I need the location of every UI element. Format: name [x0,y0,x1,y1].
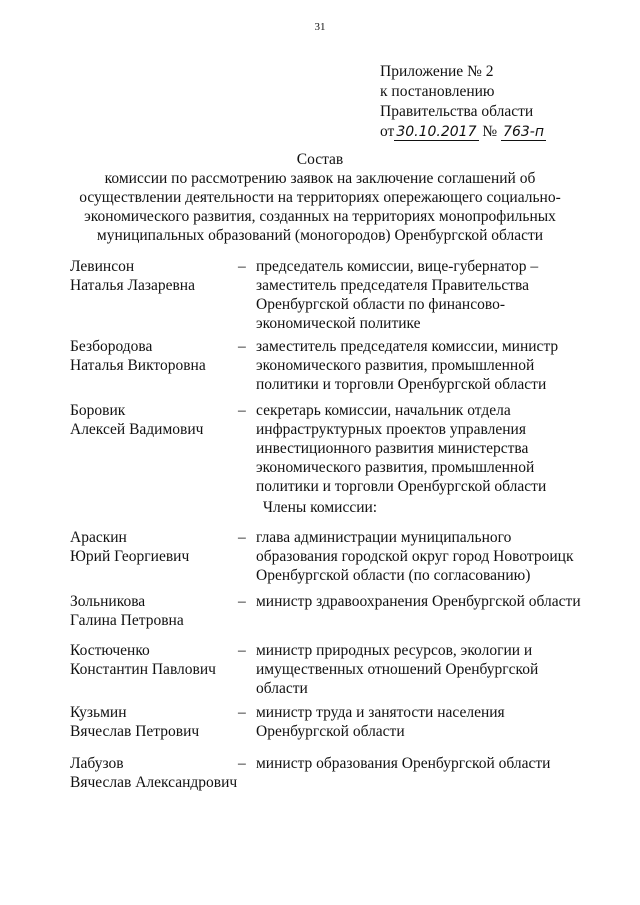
member-role [256,592,581,611]
dash-separator: – [238,402,246,419]
role-line: Оренбургской области (по согласованию) [256,567,531,584]
role-line: экономического развития, промышленной [256,459,535,476]
role-line: секретарь комиссии, начальник отдела [256,402,511,419]
member-given-name: Юрий Георгиевич [70,548,190,565]
role-line: заместитель председателя Правительства [256,277,530,294]
member-name [70,592,238,630]
member-role [256,754,566,773]
page-number: 31 [314,21,326,33]
appendix-line-3: Правительства области [380,103,534,120]
role-line: Оренбургской области [256,723,405,740]
member-name [70,641,238,679]
role-line: инфраструктурных проектов управления [256,421,526,438]
dash-separator: – [238,755,246,772]
document-title [0,150,640,245]
title-line: осуществлении деятельности на территориях опережающего социально- [79,189,561,206]
title-line: комиссии по рассмотрению заявок на заключение соглашений об [104,170,536,187]
appendix-block [380,62,546,142]
date-prefix: от [380,123,395,140]
member-role [256,528,574,585]
role-line: имущественных отношений Оренбургской [256,661,539,678]
role-line: министр труда и занятости населения [256,704,505,721]
member-role [256,641,566,698]
member-surname: Костюченко [70,642,150,659]
title-line: муниципальных образований (моногородов) Оренбургской области [96,227,544,244]
member-given-name: Галина Петровна [70,612,184,629]
role-line: экономического развития, промышленной [256,357,535,374]
role-line: области [256,680,308,697]
dash-separator: – [238,529,246,546]
dash-separator: – [238,258,246,275]
member-surname: Левинсон [70,258,135,275]
role-line: экономической политике [256,315,421,332]
member-name [70,337,238,375]
member-name [70,703,238,741]
role-line: политики и торговли Оренбургской области [256,478,547,495]
dash-separator: – [238,593,246,610]
members-heading: Члены комиссии: [262,499,378,516]
member-given-name: Вячеслав Александрович [70,774,238,791]
member-surname: Кузьмин [70,704,127,721]
title-line: экономического развития, созданных на территориях монопрофильных [84,208,556,225]
member-given-name: Константин Павлович [70,661,216,678]
role-line: министр природных ресурсов, экологии и [256,642,533,659]
appendix-line-1: Приложение № 2 [380,63,494,80]
dash-separator: – [238,704,246,721]
member-role [256,337,566,394]
member-given-name: Алексей Вадимович [70,421,204,438]
role-line: председатель комиссии, вице-губернатор – [256,258,539,275]
role-line: образования городской округ город Новотроицк [256,548,574,565]
role-line: министр здравоохранения Оренбургской области [256,593,581,610]
role-line: инвестиционного развития министерства [256,440,529,457]
member-surname: Безбородова [70,338,153,355]
member-name [70,401,238,439]
handwritten-date: 30.10.2017 [396,124,477,140]
dash-separator: – [238,642,246,659]
role-line: глава администрации муниципального [256,529,512,546]
appendix-date-line [380,122,546,142]
member-surname: Лабузов [70,755,124,772]
role-line: Оренбургской области по финансово- [256,296,505,313]
member-surname: Араскин [70,529,127,546]
role-line: политики и торговли Оренбургской области [256,376,547,393]
member-given-name: Наталья Викторовна [70,357,206,374]
role-line: заместитель председателя комиссии, министр [256,338,559,355]
member-name [70,257,238,295]
member-role [256,257,566,333]
number-sign: № [482,123,498,140]
member-surname: Боровик [70,402,126,419]
appendix-line-2: к постановлению [380,83,495,100]
dash-separator: – [238,338,246,355]
member-given-name: Вячеслав Петрович [70,723,200,740]
member-role [256,703,566,741]
member-surname: Зольникова [70,593,146,610]
handwritten-number: 763-п [503,124,544,140]
role-line: министр образования Оренбургской области [256,755,551,772]
member-role [256,401,566,496]
member-given-name: Наталья Лазаревна [70,277,195,294]
member-name [70,528,238,566]
member-name [70,754,238,792]
title-heading: Состав [296,151,344,168]
